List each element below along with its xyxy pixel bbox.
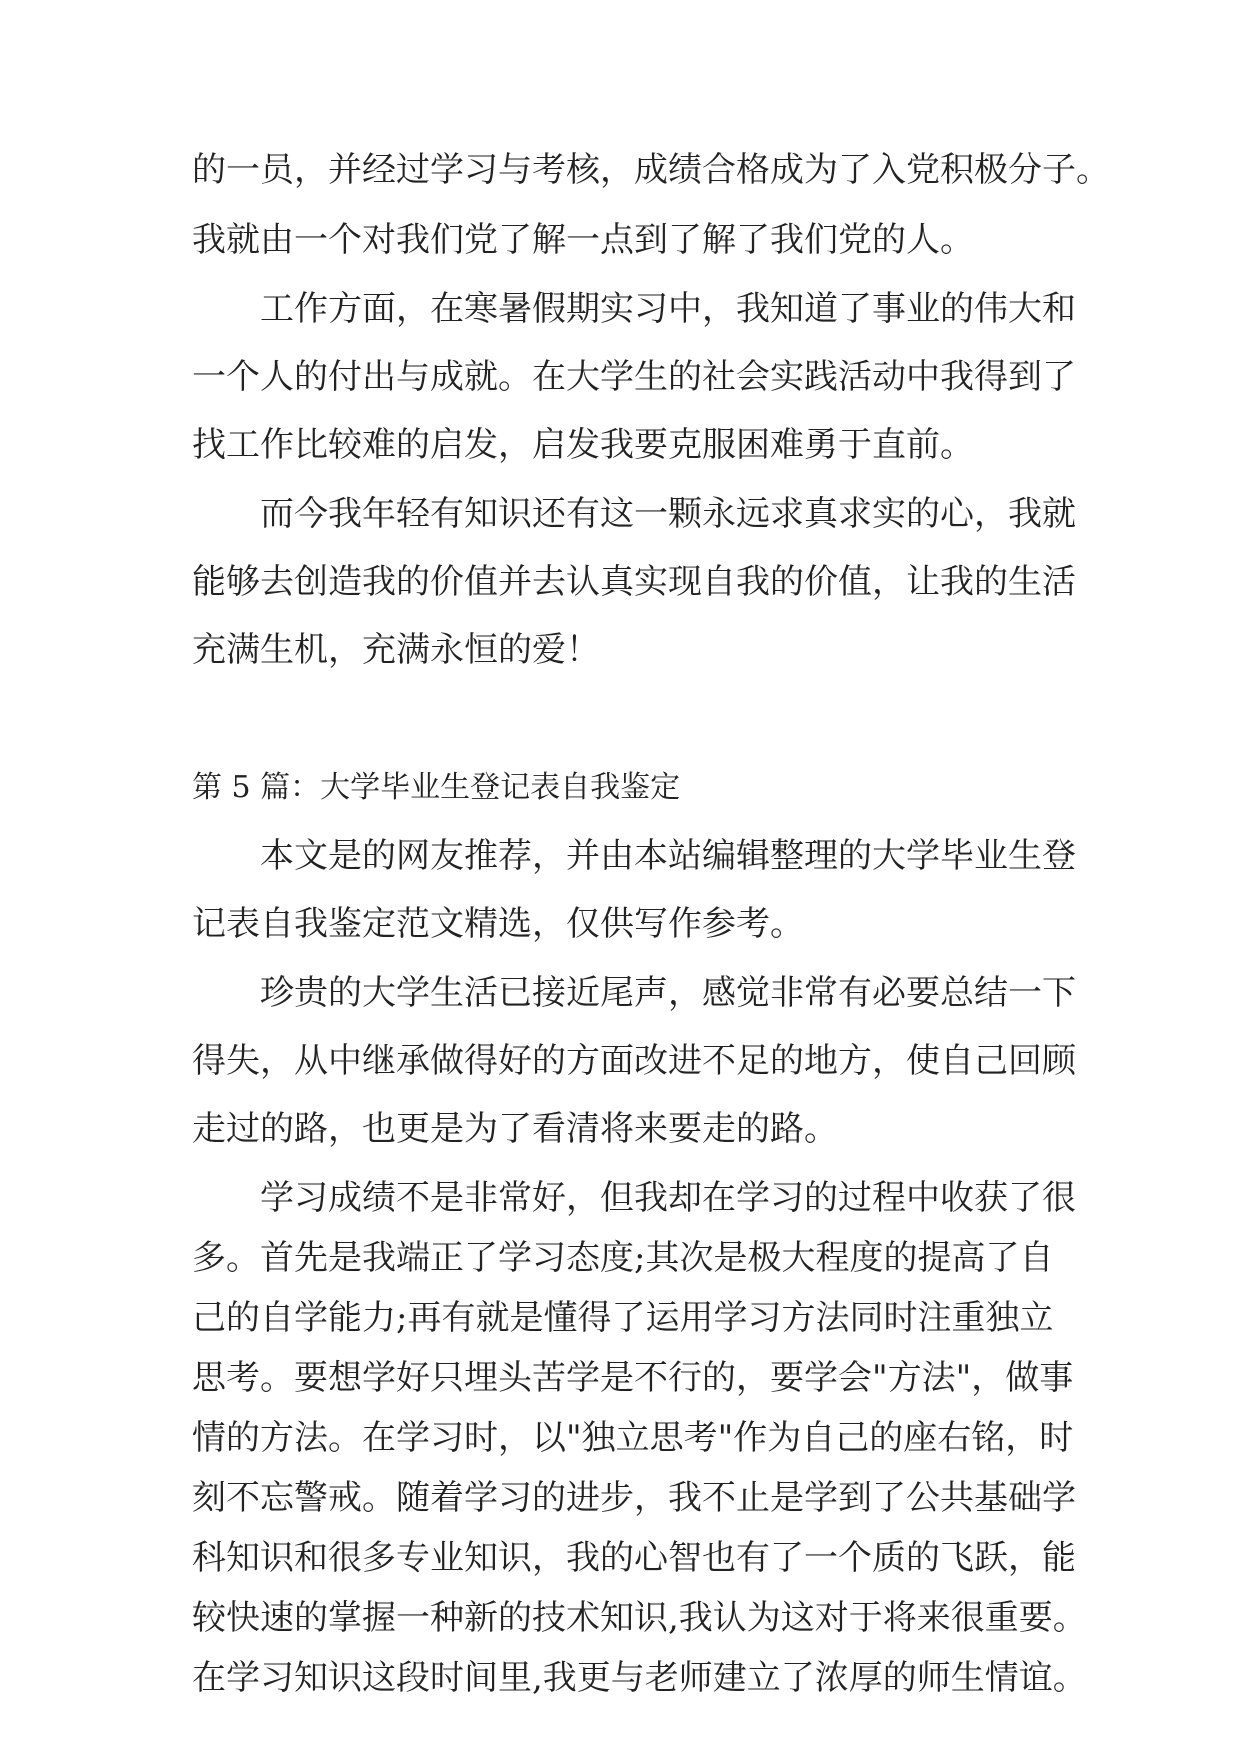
paragraph-line: 本文是的网友推荐，并由本站编辑整理的大学毕业生登 — [260, 836, 1076, 876]
paragraph-line: 己的自学能力;再有就是懂得了运用学习方法同时注重独立 — [192, 1298, 1054, 1338]
section-heading: 第 5 篇：大学毕业生登记表自我鉴定 — [192, 770, 681, 805]
paragraph-line: 珍贵的大学生活已接近尾声，感觉非常有必要总结一下 — [260, 973, 1076, 1013]
paragraph-line: 能够去创造我的价值并去认真实现自我的价值，让我的生活 — [192, 562, 1076, 602]
paragraph-line: 充满生机，充满永恒的爱！ — [192, 630, 600, 670]
paragraph-line: 思考。要想学好只埋头苦学是不行的，要学会"方法"，做事 — [192, 1358, 1074, 1398]
paragraph-line: 一个人的付出与成就。在大学生的社会实践活动中我得到了 — [192, 357, 1076, 397]
paragraph-line: 记表自我鉴定范文精选，仅供写作参考。 — [192, 904, 804, 944]
paragraph-line: 我就由一个对我们党了解一点到了解了我们党的人。 — [192, 220, 974, 260]
paragraph-line: 学习成绩不是非常好，但我却在学习的过程中收获了很 — [260, 1178, 1076, 1218]
paragraph-line: 而今我年轻有知识还有这一颗永远求真求实的心，我就 — [260, 494, 1076, 534]
paragraph-line: 刻不忘警戒。随着学习的进步，我不止是学到了公共基础学 — [192, 1478, 1076, 1518]
paragraph-line: 的一员，并经过学习与考核，成绩合格成为了入党积极分子。 — [192, 150, 1110, 190]
paragraph-line: 多。首先是我端正了学习态度;其次是极大程度的提高了自 — [192, 1238, 1054, 1278]
paragraph-line: 走过的路，也更是为了看清将来要走的路。 — [192, 1109, 838, 1149]
paragraph-line: 得失，从中继承做得好的方面改进不足的地方，使自己回顾 — [192, 1041, 1076, 1081]
paragraph-line: 工作方面，在寒暑假期实习中，我知道了事业的伟大和 — [260, 289, 1076, 329]
paragraph-line: 科知识和很多专业知识，我的心智也有了一个质的飞跃，能 — [192, 1538, 1076, 1578]
paragraph-line: 找工作比较难的启发，启发我要克服困难勇于直前。 — [192, 425, 974, 465]
paragraph-line: 较快速的掌握一种新的技术知识,我认为这对于将来很重要。 — [192, 1598, 1087, 1638]
paragraph-line: 情的方法。在学习时，以"独立思考"作为自己的座右铭，时 — [192, 1418, 1074, 1458]
paragraph-line: 在学习知识这段时间里,我更与老师建立了浓厚的师生情谊。 — [192, 1658, 1087, 1698]
